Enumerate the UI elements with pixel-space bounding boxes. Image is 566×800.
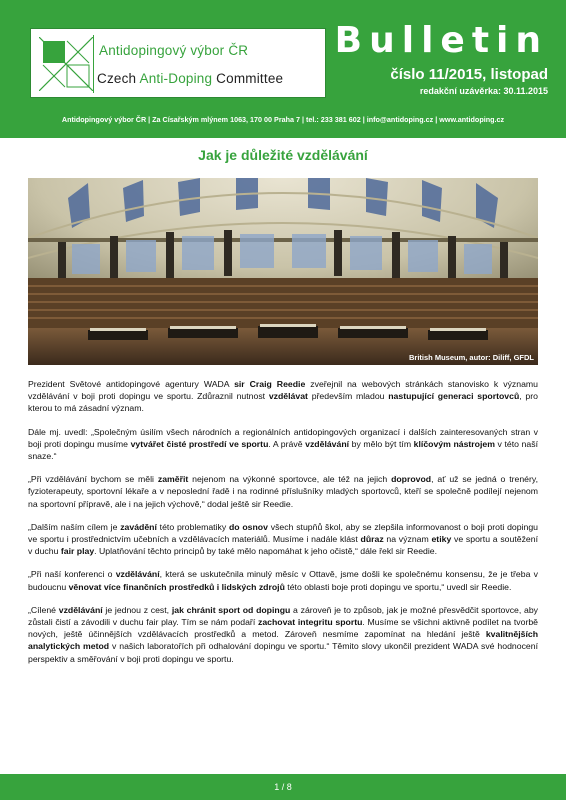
reading-room-image — [28, 178, 538, 365]
page-footer — [0, 774, 566, 800]
header-banner — [0, 0, 566, 138]
article-photo — [28, 178, 538, 365]
logo — [30, 28, 326, 98]
paragraph: „Cílené vzdělávání je jednou z cest, jak chránit sport od dopingu a zároveň je to způsob, jak je možné přesvědčit sportovce, aby zůstali čistí a závodili v duchu fair play. Tím se nám podaří zachovat integritu sportu. Musíme se všichni aktivně podílet na tvorbě nových, ještě účinnějších vzdělávacích prostředků a metod. Zároveň nesmíme zapomínat na hledání ještě kvalitnějších analytických metod v našich laboratořích při odhalování dopingu ve sportu.“ Těmito slovy ukončil prezident WADA své hodnocení perspektiv a směřování v boji proti dopingu ve sportu. — [28, 604, 539, 664]
article-body — [28, 378, 538, 676]
contact-line: Antidopingový výbor ČR | Za Císařským mlýnem 1063, 170 00 Praha 7 | tel.: 233 381 602 | info@antidoping.cz | www.antidoping.cz — [61, 115, 505, 124]
paragraph: Dále mj. uvedl: „Společným úsilím všech národních a regionálních antidopingových organizací i dalších zainteresovaných stran v boji proti dopingu musíme vytvářet čisté prostředí ve sportu. A právě vzdělávání by mělo být tím klíčovým nástrojem v této naší snaze.“ — [28, 426, 538, 462]
paragraph: Prezident Světové antidopingové agentury WADA sir Craig Reedie zveřejnil na webových stránkách stanovisko k významu vzdělávání v boji proti dopingu ve sportu. Zdůraznil nutnost vzdělávat především mladou nastupující generaci sportovců, pro kterou to má zásadní význam. — [28, 379, 538, 414]
photo-caption: British Museum, autor: Diliff, GFDL — [409, 353, 534, 362]
paragraph: „Při naší konferenci o vzdělávání, která se uskutečnila minulý měsíc v Ottavě, jsme došli ke společnému konsensu, že je třeba v budoucnu věnovat více finančních prostředků i lidských zdrojů této oblasti boje proti dopingu ve sportu,“ uvedl sir Reedie. — [28, 569, 538, 592]
article-title: Jak je důležité vzdělávání — [198, 147, 368, 163]
editorial-deadline: redakční uzávěrka: 30.11.2015 — [419, 86, 548, 96]
issue-number: číslo 11/2015, listopad — [390, 66, 548, 83]
paragraph: „Dalším naším cílem je zavádění této problematiky do osnov všech stupňů škol, aby se zlepšila informovanost o boji proti dopingu ve sportu i prostřednictvím učebních a vzdělávacích materiálů. Musíme i nadále klást důraz na význam etiky ve sportu a soutěžení v duchu fair play. Uplatňování těchto principů by také mělo napomáhat k jeho očistě,“ dále řekl sir Reedie. — [28, 521, 538, 557]
bulletin-title: Bulletin — [334, 20, 548, 61]
logo-divider — [93, 35, 94, 93]
logo-text-cz: Antidopingový výbor ČR — [99, 43, 249, 58]
logo-text-en: Czech Anti-Doping Committee — [97, 71, 284, 86]
paragraph: „Při vzdělávání bychom se měli zaměřit nejenom na výkonné sportovce, ale též na jejich doprovod, ať už se jedná o trenéry, fyzioterapeuty, sportovní lékaře a v neposlední řadě i na rodinné příslušníky mladých sportovců, kteří se společně podílejí nejenom na sportovní přípravě, ale i na jejich výchově,“ dodal ještě sir Reedie. — [28, 474, 539, 509]
adv-logo-icon — [39, 37, 93, 91]
page-number: 1 / 8 — [274, 782, 292, 792]
